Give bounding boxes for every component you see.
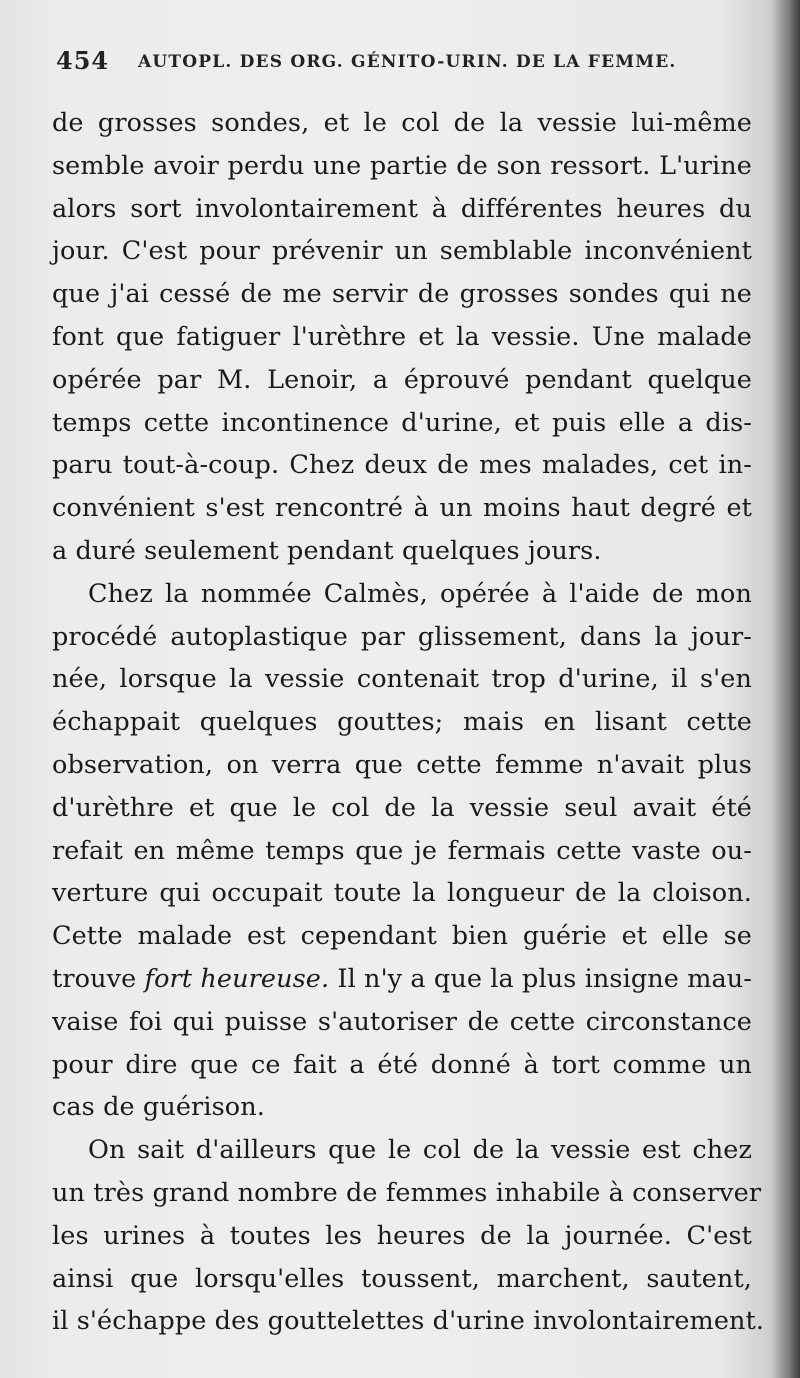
text-line: vaise foi qui puisse s'autoriser de cette circonstance <box>52 1006 752 1037</box>
text-line: refait en même temps que je fermais cette vaste ou- <box>52 835 752 866</box>
text-line: a duré seulement pendant quelques jours. <box>52 535 602 566</box>
text-line: semble avoir perdu une partie de son ressort. L'urine <box>52 150 752 181</box>
text-line: Cette malade est cependant bien guérie et elle se <box>52 921 752 952</box>
text-line: temps cette incontinence d'urine, et puis elle a dis- <box>52 407 752 438</box>
text-line: née, lorsque la vessie contenait trop d'urine, il s'en <box>52 664 752 695</box>
body-text <box>52 102 765 1343</box>
text-line: d'urèthre et que le col de la vessie seul avait été <box>52 792 752 823</box>
text-line: alors sort involontairement à différentes heures du <box>52 193 752 224</box>
text-line: un très grand nombre de femmes inhabile à conserver <box>52 1177 762 1208</box>
text-segment: Il n'y a que la plus insigne mau- <box>329 963 753 994</box>
text-line: verture qui occupait toute la longueur de la cloison. <box>52 878 752 909</box>
text-line: convénient s'est rencontré à un moins haut degré et <box>52 493 752 524</box>
italic-emphasis: fort heureuse. <box>144 963 330 994</box>
text-line: On sait d'ailleurs que le col de la vessie est chez <box>88 1135 752 1166</box>
text-line: échappait quelques gouttes; mais en lisant cette <box>52 707 752 738</box>
page-edge-shadow <box>772 0 800 1378</box>
text-line: que j'ai cessé de me servir de grosses sondes qui ne <box>52 279 752 310</box>
text-line: il s'échappe des gouttelettes d'urine involontairement. <box>52 1306 765 1337</box>
text-line: les urines à toutes les heures de la journée. C'est <box>52 1220 752 1251</box>
text-line: procédé autoplastique par glissement, dans la jour- <box>52 621 752 652</box>
text-line: observation, on verra que cette femme n'avait plus <box>52 749 752 780</box>
text-line: opérée par M. Lenoir, a éprouvé pendant quelque <box>52 364 752 395</box>
text-line: de grosses sondes, et le col de la vessie lui-même <box>52 108 752 138</box>
running-head: AUTOPL. DES ORG. GÉNITO-URIN. DE LA FEMME. <box>138 52 677 72</box>
page-number: 454 <box>56 46 110 75</box>
text-line-with-italic <box>52 958 752 1001</box>
text-line: jour. C'est pour prévenir un semblable inconvénient <box>52 236 752 267</box>
text-segment: trouve <box>52 963 145 994</box>
page-header <box>56 46 756 86</box>
text-line: cas de guérison. <box>52 1092 265 1123</box>
text-line: pour dire que ce fait a été donné à tort comme un <box>52 1049 752 1080</box>
text-line: paru tout-à-coup. Chez deux de mes malades, cet in- <box>52 450 752 481</box>
text-line: ainsi que lorsqu'elles toussent, marchent, sautent, <box>52 1263 752 1294</box>
text-line: Chez la nommée Calmès, opérée à l'aide de mon <box>88 578 752 609</box>
text-line: font que fatiguer l'urèthre et la vessie. Une malade <box>52 321 752 352</box>
